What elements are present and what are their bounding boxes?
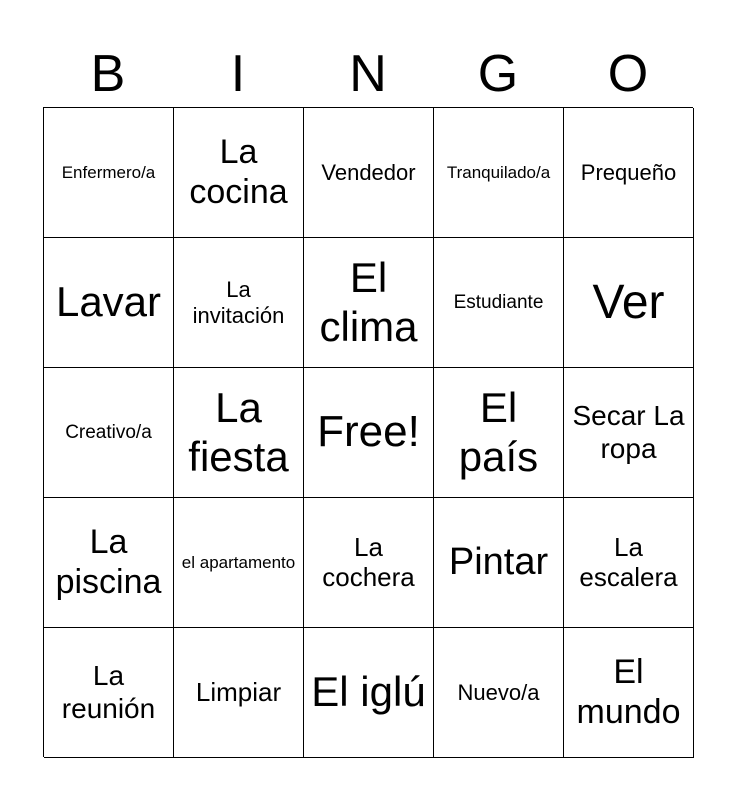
bingo-cell[interactable]: Creativo/a: [44, 368, 174, 498]
bingo-cell[interactable]: Lavar: [44, 238, 174, 368]
bingo-cell[interactable]: La reunión: [44, 628, 174, 758]
bingo-cell[interactable]: La invitación: [174, 238, 304, 368]
bingo-cell[interactable]: El mundo: [564, 628, 694, 758]
free-space-cell[interactable]: Free!: [304, 368, 434, 498]
header-letter-b: B: [90, 45, 126, 103]
header-letter-g: G: [477, 45, 519, 103]
bingo-cell[interactable]: La fiesta: [174, 368, 304, 498]
bingo-cell[interactable]: El clima: [304, 238, 434, 368]
header-letter-o: O: [607, 45, 649, 103]
bingo-cell[interactable]: El país: [434, 368, 564, 498]
bingo-cell[interactable]: El iglú: [304, 628, 434, 758]
bingo-cell[interactable]: Estudiante: [434, 238, 564, 368]
bingo-cell[interactable]: La escalera: [564, 498, 694, 628]
bingo-header: [43, 40, 693, 108]
bingo-cell[interactable]: Prequeño: [564, 108, 694, 238]
header-letter-i: I: [230, 45, 246, 103]
bingo-cell[interactable]: Vendedor: [304, 108, 434, 238]
bingo-cell[interactable]: Pintar: [434, 498, 564, 628]
bingo-cell[interactable]: La cocina: [174, 108, 304, 238]
bingo-cell[interactable]: La cochera: [304, 498, 434, 628]
bingo-cell[interactable]: Secar La ropa: [564, 368, 694, 498]
bingo-cell[interactable]: el apartamento: [174, 498, 304, 628]
bingo-cell[interactable]: Tranquilado/a: [434, 108, 564, 238]
bingo-cell[interactable]: La piscina: [44, 498, 174, 628]
bingo-board: [43, 107, 693, 757]
bingo-cell[interactable]: Limpiar: [174, 628, 304, 758]
header-letter-n: N: [349, 45, 387, 103]
bingo-cell[interactable]: Ver: [564, 238, 694, 368]
bingo-cell[interactable]: Enfermero/a: [44, 108, 174, 238]
bingo-cell[interactable]: Nuevo/a: [434, 628, 564, 758]
